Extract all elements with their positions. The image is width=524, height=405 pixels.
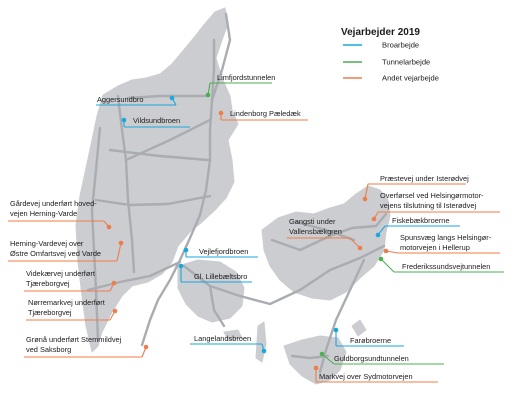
land: [76, 8, 390, 384]
site-dot: [144, 345, 149, 350]
site-label: motorvejen i Hellerup: [400, 243, 470, 252]
site-dot: [219, 111, 224, 116]
site-label: Aggersundbro: [97, 95, 144, 104]
legend-tunnel-label: Tunnelarbejde: [382, 57, 431, 67]
site-label: Herning-Vardevej over: [10, 239, 84, 248]
site-dot: [376, 233, 381, 238]
marker-spunsvaeg: [384, 233, 500, 253]
legend-other-label: Andet vejarbejde: [382, 73, 439, 83]
site-label: Tjæreborgvej: [28, 308, 72, 317]
site-dot: [320, 352, 325, 357]
site-dot: [170, 96, 175, 101]
site-label: Fiskebækbroerne: [392, 216, 450, 225]
marker-groenaa: [24, 335, 148, 357]
site-dot: [179, 264, 184, 269]
site-label: Guldborgsundtunnelen: [334, 354, 409, 363]
leader-line: [381, 259, 394, 272]
site-label: Limfjordstunnelen: [217, 73, 276, 82]
marker-frederikssundsvejtunnelen: [379, 257, 504, 272]
site-label: Spunsvæg langs Helsingør-: [400, 233, 492, 242]
marker-langelandsbroen: [190, 334, 266, 353]
site-label: Gårdevej underført hoved-: [10, 199, 97, 208]
site-label: Østre Omfartsvej ved Varde: [10, 249, 102, 258]
site-label: Overførsel ved Helsingørmotor-: [380, 191, 484, 200]
land-langeland: [256, 322, 266, 362]
site-dot: [379, 257, 384, 262]
site-label: vejens tilslutning til Isterødvej: [380, 201, 477, 210]
site-label: ved Saksborg: [26, 345, 72, 354]
site-dot: [314, 366, 319, 371]
site-label: Vildsundbroen: [133, 116, 181, 125]
site-dot: [122, 118, 127, 123]
land-moen: [352, 320, 366, 336]
site-label: Lindenborg Pæledæk: [230, 109, 301, 118]
site-label: Grønå underført Stemmildvej: [26, 335, 122, 344]
marker-guldborgsundtunnelen: [320, 352, 444, 364]
legend-bridge-label: Broarbejde: [382, 40, 420, 50]
site-label: Videkærvej underført: [26, 269, 95, 278]
marker-vejlefjordbroen: [184, 247, 258, 257]
site-dot: [358, 246, 363, 251]
legend-title: Vejarbejder 2019: [341, 27, 420, 38]
site-dot: [206, 93, 211, 98]
marker-faroebroerne: [334, 328, 404, 346]
site-dot: [262, 349, 267, 354]
site-dot: [107, 225, 112, 230]
site-label: Markvej over Sydmotorvejen: [319, 372, 413, 381]
site-dot: [113, 309, 118, 314]
site-dot: [184, 248, 189, 253]
legend: [341, 27, 439, 83]
site-label: Nørremarkvej underført: [28, 298, 105, 307]
site-label: Langelandsbroen: [194, 334, 252, 343]
site-label: Gangsti under: [289, 217, 336, 226]
site-dot: [372, 217, 377, 222]
site-dot: [363, 197, 368, 202]
site-label: Vejlefjordbroen: [199, 247, 249, 256]
site-label: Præstevej under Isterødvej: [380, 174, 469, 183]
site-dot: [119, 241, 124, 246]
site-dot: [384, 249, 389, 254]
site-label: Farøbroerne: [350, 336, 392, 345]
site-label: vejen Herning-Varde: [10, 209, 78, 218]
site-label: Tjæreborgvej: [26, 279, 70, 288]
site-label: Frederikssundsvejtunnelen: [402, 262, 491, 271]
site-label: Vallensbækgren: [289, 227, 342, 236]
site-label: Gl. Lillebæltsbro: [194, 272, 248, 281]
site-dot: [334, 328, 339, 333]
site-dot: [112, 281, 117, 286]
